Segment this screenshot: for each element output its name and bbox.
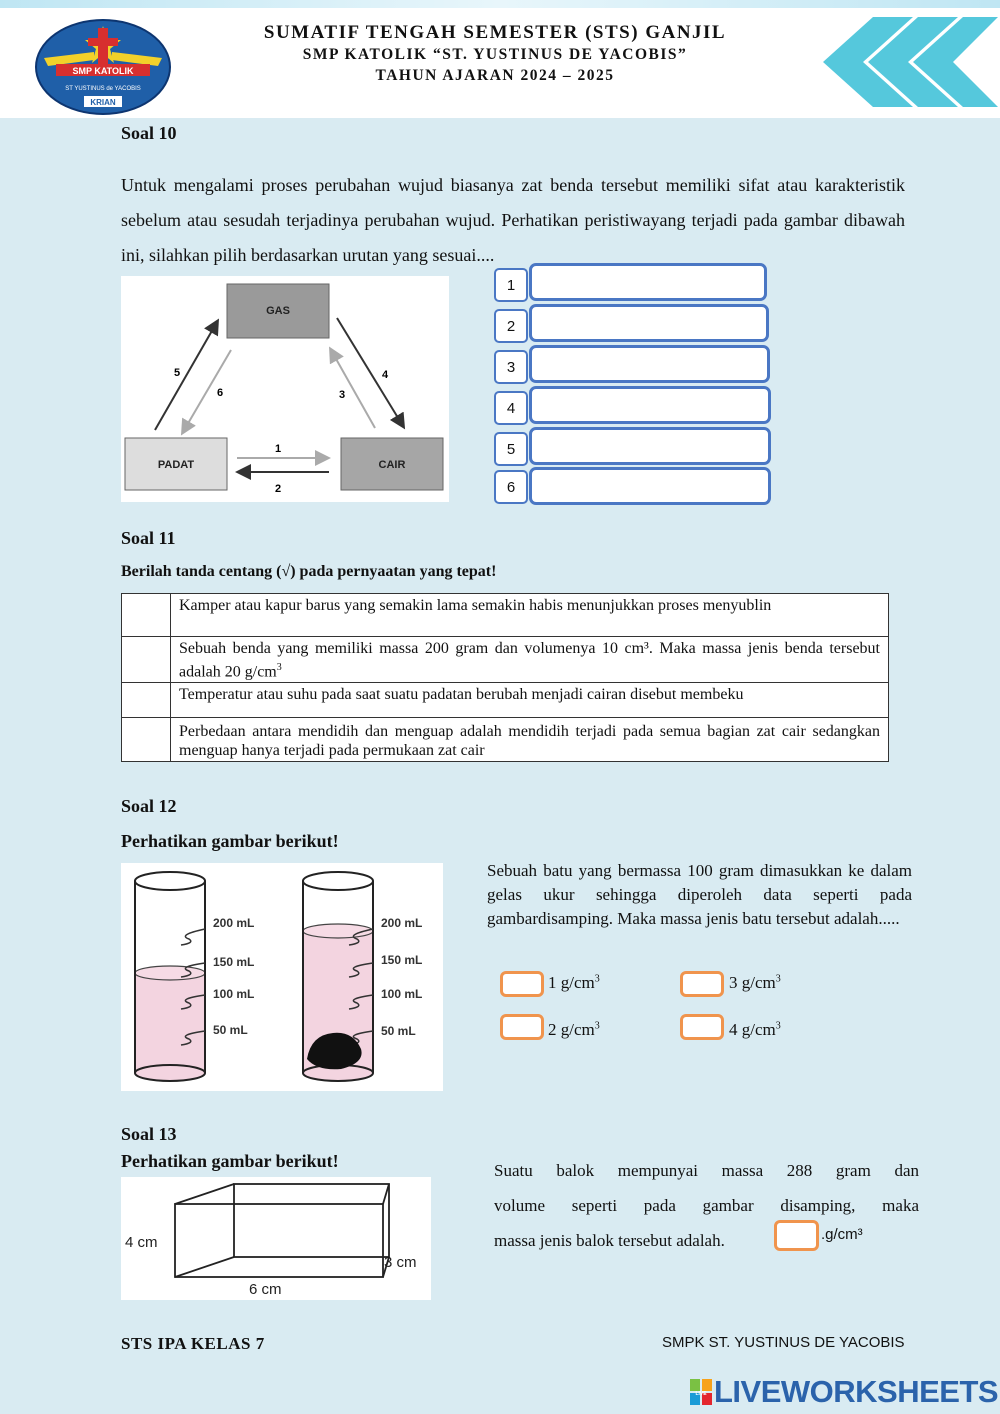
option-c-text: 2 g/cm — [548, 1020, 595, 1039]
statement-2-superscript: 3 — [276, 662, 282, 673]
measuring-cylinder-figure — [121, 863, 443, 1091]
answer-number-5: 5 — [494, 432, 528, 466]
option-a-sup: 3 — [594, 973, 600, 985]
option-b-label — [729, 973, 781, 993]
arrow-6 — [183, 350, 231, 432]
soal13-instruction: Perhatikan gambar berikut! — [121, 1151, 339, 1171]
soal10-title: Soal 10 — [121, 123, 177, 143]
logo-banner-text: SMP KATOLIK — [72, 66, 134, 76]
density-answer-box[interactable] — [774, 1220, 819, 1251]
table-row — [122, 594, 889, 637]
table-row — [122, 683, 889, 718]
answer-number-3: 3 — [494, 350, 528, 384]
soal13-text-line2: volume seperti pada gambar disamping, maka — [494, 1196, 919, 1215]
statement-table — [121, 593, 889, 762]
soal13-text-line1: Suatu balok mempunyai massa 288 gram dan — [494, 1161, 919, 1180]
header-year: TAHUN AJARAN 2024 – 2025 — [375, 67, 615, 84]
answer-box-1[interactable] — [529, 263, 767, 301]
answer-box-2[interactable] — [529, 304, 769, 342]
length-label: 6 cm — [249, 1281, 282, 1298]
check-cell-2[interactable] — [122, 637, 171, 683]
padat-label: PADAT — [157, 459, 195, 471]
liveworksheets-logo-icon — [690, 1379, 712, 1405]
answer-box-5[interactable] — [529, 427, 771, 465]
gas-label: GAS — [266, 305, 290, 317]
cyl1-label-50: 50 mL — [213, 1023, 248, 1037]
arrow-4 — [337, 318, 403, 426]
option-d-sup: 3 — [775, 1020, 781, 1032]
option-c-box[interactable] — [500, 1014, 544, 1040]
cyl2-label-50: 50 mL — [381, 1024, 416, 1038]
cylinder-after — [303, 872, 373, 1081]
depth-label: 3 cm — [384, 1254, 417, 1271]
state-change-diagram — [121, 276, 449, 502]
table-row — [122, 718, 889, 762]
option-d-text: 4 g/cm — [729, 1020, 776, 1039]
logo-city: KRIAN — [90, 98, 116, 107]
cyl1-label-150: 150 mL — [213, 955, 255, 969]
option-b-sup: 3 — [775, 973, 781, 985]
soal12-instruction: Perhatikan gambar berikut! — [121, 831, 339, 851]
option-c-label — [548, 1020, 600, 1040]
arrow-label-3: 3 — [338, 389, 346, 401]
header-title: SUMATIF TENGAH SEMESTER (STS) GANJIL — [263, 22, 727, 43]
arrow-3 — [331, 350, 375, 428]
answer-box-3[interactable] — [529, 345, 770, 383]
chevron-decoration-icon — [818, 12, 998, 112]
height-label: 4 cm — [125, 1234, 158, 1251]
answer-number-4: 4 — [494, 391, 528, 425]
soal13-text-line3: massa jenis balok tersebut adalah. — [494, 1231, 725, 1250]
option-a-label — [548, 973, 600, 993]
block-figure — [121, 1177, 431, 1300]
brand-name: LIVEWORKSHEETS — [714, 1374, 999, 1409]
cyl1-label-100: 100 mL — [213, 987, 255, 1001]
soal12-title: Soal 12 — [121, 796, 177, 816]
option-c-sup: 3 — [594, 1020, 600, 1032]
statement-1: Kamper atau kapur barus yang semakin lama semakin habis menunjukkan proses menyublin — [171, 594, 889, 637]
option-a-text: 1 g/cm — [548, 973, 595, 992]
option-a-box[interactable] — [500, 971, 544, 997]
arrow-label-2: 2 — [274, 483, 282, 495]
header-stripe — [0, 0, 1000, 8]
arrow-label-4: 4 — [381, 369, 389, 381]
cylinder-before — [135, 872, 205, 1081]
cyl2-label-100: 100 mL — [381, 987, 423, 1001]
arrow-label-6: 6 — [216, 387, 224, 399]
school-logo — [34, 18, 172, 116]
arrow-label-5: 5 — [173, 367, 181, 379]
answer-box-4[interactable] — [529, 386, 771, 424]
statement-2-cell — [171, 637, 889, 683]
cair-label: CAIR — [378, 459, 406, 471]
logo-ribbon-text: ST YUSTINUS de YACOBIS — [65, 86, 141, 92]
statement-3: Temperatur atau suhu pada saat suatu padatan berubah menjadi cairan disebut membeku — [171, 683, 889, 718]
cyl1-label-200: 200 mL — [213, 916, 255, 930]
header-school: SMP KATOLIK “ST. YUSTINUS DE YACOBIS” — [302, 46, 688, 63]
answer-number-1: 1 — [494, 268, 528, 302]
answer-box-6[interactable] — [529, 467, 771, 505]
cyl2-label-150: 150 mL — [381, 953, 423, 967]
option-d-label — [729, 1020, 781, 1040]
brand-logo-letters: LIVE — [695, 1391, 707, 1397]
footer-left: STS IPA KELAS 7 — [121, 1334, 265, 1353]
statement-4: Perbedaan antara mendidih dan menguap adalah mendidih terjadi pada semua bagian zat cair sedangkan menguap hanya terjadi pada permukaan zat cair — [171, 718, 889, 762]
arrow-5 — [155, 322, 217, 430]
option-d-box[interactable] — [680, 1014, 724, 1040]
soal12-text: Sebuah batu yang bermassa 100 gram dimasukkan ke dalam gelas ukur sehingga diperoleh data seperti pada gambardisamping. Maka massa jenis batu tersebut adalah..... — [487, 861, 912, 928]
cyl2-label-200: 200 mL — [381, 916, 423, 930]
statement-2: Sebuah benda yang memiliki massa 200 gram dan volumenya 10 cm³. Maka massa jenis benda tersebut adalah 20 g/cm — [179, 640, 880, 681]
check-cell-1[interactable] — [122, 594, 171, 637]
answer-number-6: 6 — [494, 470, 528, 504]
cuboid-drawing — [175, 1184, 389, 1277]
arrow-label-1: 1 — [274, 443, 282, 455]
option-b-box[interactable] — [680, 971, 724, 997]
footer-right: SMPK ST. YUSTINUS DE YACOBIS — [662, 1334, 905, 1351]
soal11-instruction: Berilah tanda centang (√) pada pernyaatan yang tepat! — [121, 563, 497, 580]
liveworksheets-brand[interactable] — [690, 1374, 998, 1410]
option-b-text: 3 g/cm — [729, 973, 776, 992]
density-unit: .g/cm³ — [821, 1226, 863, 1243]
soal11-title: Soal 11 — [121, 528, 176, 548]
check-cell-3[interactable] — [122, 683, 171, 718]
check-cell-4[interactable] — [122, 718, 171, 762]
answer-number-2: 2 — [494, 309, 528, 343]
soal13-title: Soal 13 — [121, 1124, 177, 1144]
soal10-text: Untuk mengalami proses perubahan wujud biasanya zat benda tersebut memiliki sifat atau karakteristik sebelum atau sesudah terjadinya perubahan wujud. Perhatikan peristiwayang terjadi pada gambar dibawah ini, silahkan pilih berdasarkan urutan yang sesuai.... — [121, 175, 905, 265]
table-row — [122, 637, 889, 683]
